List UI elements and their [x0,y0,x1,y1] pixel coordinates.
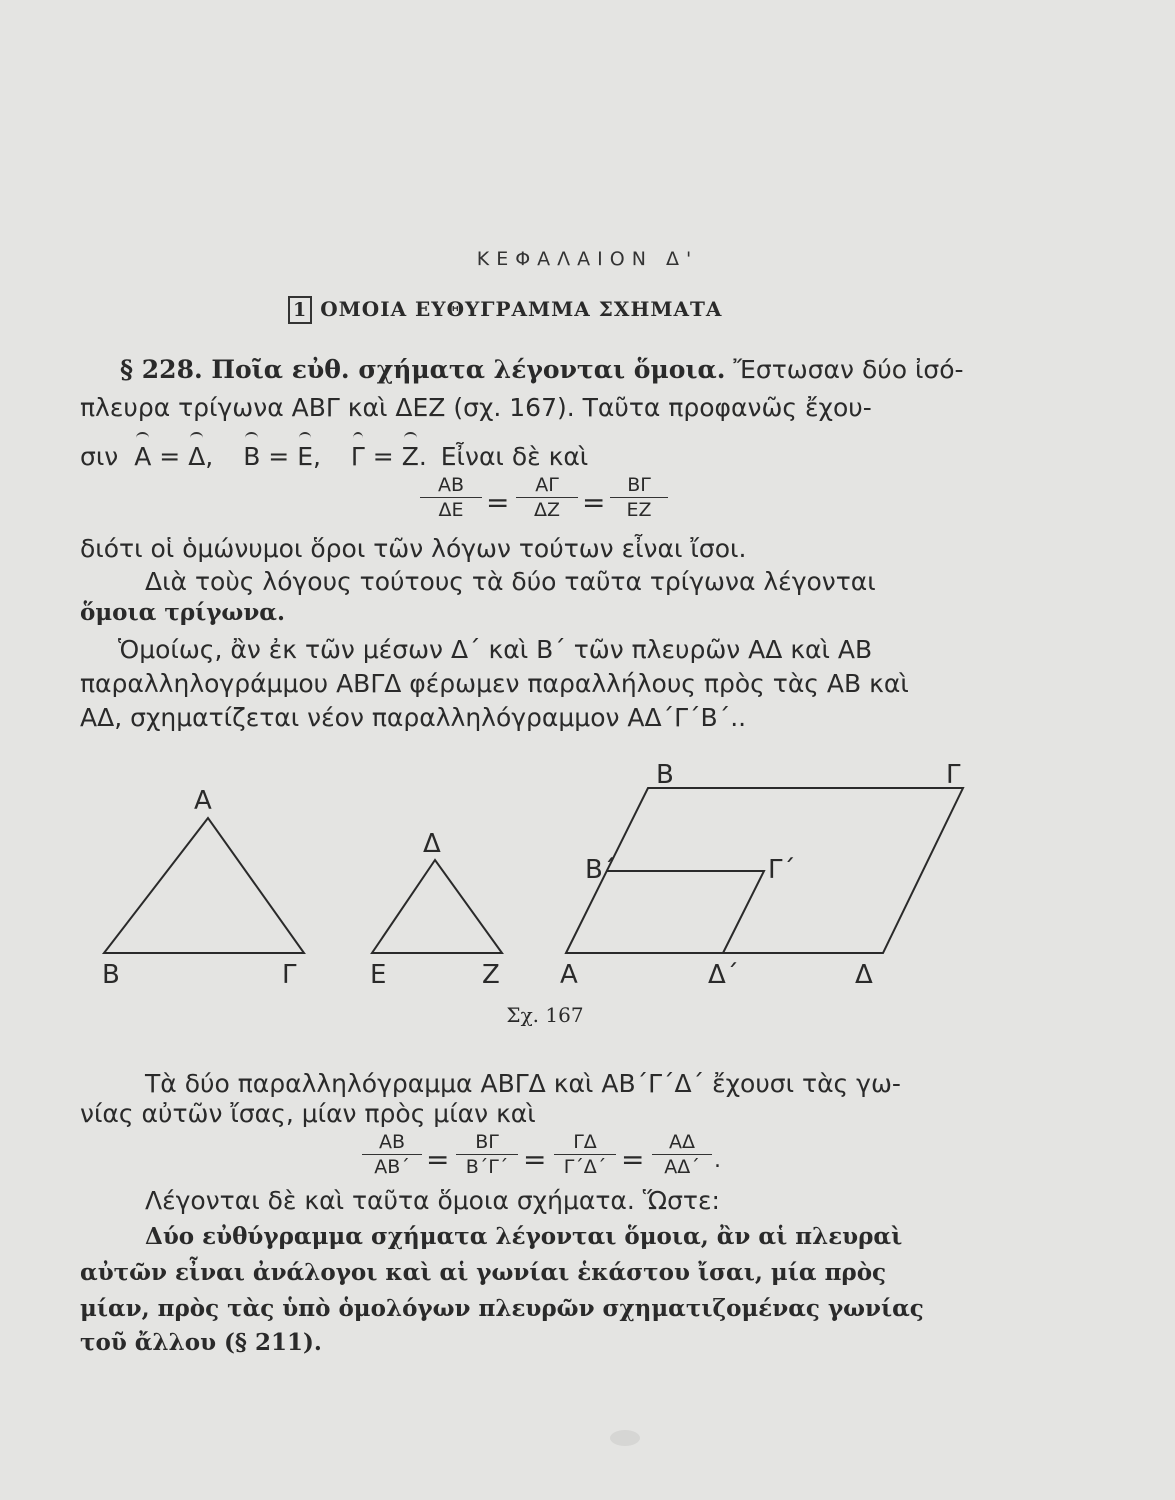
label-para-B: Β [656,760,674,790]
paragraph-1-line-2: πλευρα τρίγωνα ΑΒΓ καὶ ΔΕΖ (σχ. 167). Ταῦτα προφανῶς ἔχου- [80,393,872,422]
label-tri1-G: Γ [282,960,297,990]
line-3-suffix: Εἶναι δὲ καὶ [440,442,589,471]
paragraph-3-line-2: παραλληλογράμμου ΑΒΓΔ φέρωμεν παραλλήλους πρὸς τὰς ΑΒ καὶ [80,669,909,698]
definition-line-2: αὐτῶν εἶναι ἀνάλογοι καὶ αἱ γωνίαι ἑκάστου ἴσαι, μία πρὸς [80,1259,887,1286]
parallelogram-ab-g-d-inner [607,871,764,953]
figure-caption: Σχ. 167 [506,1003,584,1027]
label-tri2-D: Δ [423,829,441,859]
definition-line-4 [80,1326,1090,1360]
label-para-G-prime: Γ΄ [768,855,796,885]
ratio-denominator: ΑΒ΄ [374,1156,410,1178]
ratio-denominator: Γ΄Δ΄ [563,1156,607,1178]
definition-line-4-text: τοῦ ἄλλου (§ 211). [80,1329,322,1356]
label-tri1-A: Α [194,786,212,816]
label-tri2-Z: Ζ [482,960,500,990]
ratio-bg-b-prime-g-prime [456,1130,518,1179]
label-tri2-E: Ε [370,960,387,990]
paragraph-4-line-3: Λέγονται δὲ καὶ ταῦτα ὅμοια σχήματα. Ὥστε: [145,1186,720,1215]
print-smudge [610,1430,640,1446]
ratio-ad-ad-prime [652,1130,712,1179]
paragraph-4-line-2: νίας αὐτῶν ἴσας, μίαν πρὸς μίαν καὶ [80,1099,536,1128]
section-number: 1 [288,296,312,324]
ratio-denominator: ΑΔ΄ [664,1156,700,1178]
angle-symbol: Γ [351,440,365,474]
period: . [714,1148,721,1173]
ratio-denominator: ΔΕ [438,499,464,521]
paragraph-2-line-1: Διὰ τοὺς λόγους τούτους τὰ δύο ταῦτα τρίγωνα λέγονται [145,567,876,596]
equals-sign: = [523,1143,547,1176]
angle-equality-1: Α = Δ, [134,442,213,471]
triangle-abg [104,818,304,953]
ratio-denominator: ΔΖ [533,499,560,521]
label-para-D-prime: Δ΄ [708,960,739,990]
angle-symbol: Ε [297,440,313,474]
label-para-B-prime: Β΄ [585,855,616,885]
ratio-numerator: ΑΓ [516,473,578,498]
ratio-numerator: ΑΒ [362,1130,422,1155]
ratio-numerator: ΒΓ [456,1130,518,1155]
ratio-ab-ab-prime [362,1130,422,1179]
section-title-text: ΟΜΟΙΑ ΕΥΘΥΓΡΑΜΜΑ ΣΧΗΜΑΤΑ [320,297,723,321]
paragraph-2-line-2: ὅμοια τρίγωνα. [80,599,286,626]
equals-sign: = [582,486,606,519]
paragraph-1-line-1-text: Ἔστωσαν δύο ἰσό- [733,355,964,384]
paragraph-heading: § 228. Ποῖα εὐθ. σχήματα λέγονται ὅμοια. [120,355,726,384]
ratio-gd-g-prime-d-prime [554,1130,616,1179]
paragraph-3-line-1: Ὁμοίως, ἂν ἐκ τῶν μέσων Δ΄ καὶ Β΄ τῶν πλευρῶν ΑΔ καὶ ΑΒ [118,635,873,664]
equals-sign: = [621,1143,645,1176]
ratio-numerator: ΑΒ [420,473,482,498]
definition-line-3: μίαν, πρὸς τὰς ὑπὸ ὁμολόγων πλευρῶν σχηματιζομένας γωνίας [80,1295,924,1322]
angle-symbol: Ζ [402,440,419,474]
ratio-numerator: ΓΔ [554,1130,616,1155]
triangle-dez [372,860,502,953]
paragraph-1-line-4: διότι οἱ ὁμώνυμοι ὅροι τῶν λόγων τούτων εἶναι ἴσοι. [80,534,747,563]
paragraph-3-line-3: ΑΔ, σχηματίζεται νέον παραλληλόγραμμον ΑΔ΄Γ΄Β΄.. [80,703,747,732]
equals-sign: = [486,486,510,519]
ratio-numerator: ΒΓ [610,473,668,498]
ratio-denominator: ΕΖ [626,499,652,521]
angle-equality-3: Γ = Ζ. [351,442,427,471]
chapter-heading: ΚΕΦΑΛΑΙΟΝ Δ' [476,248,699,270]
line-3-prefix: σιν [80,442,119,471]
angle-symbol: Α [134,440,151,474]
label-tri1-B: Β [102,960,120,990]
label-para-G: Γ [946,760,961,790]
paragraph-4-line-1: Τὰ δύο παραλληλόγραμμα ΑΒΓΔ καὶ ΑΒ΄Γ΄Δ΄ ἔχουσι τὰς γω- [145,1069,901,1098]
equals-sign: = [426,1143,450,1176]
angle-equality-2: Β = Ε, [243,442,321,471]
angle-symbol: Δ [188,440,205,474]
ratio-denominator: Β΄Γ΄ [465,1156,509,1178]
ratio-numerator: ΑΔ [652,1130,712,1155]
definition-line-1: Δύο εὐθύγραμμα σχήματα λέγονται ὅμοια, ἂν αἱ πλευραὶ [145,1223,903,1250]
angle-symbol: Β [243,440,260,474]
label-para-D: Δ [855,960,873,990]
label-para-A: Α [560,960,578,990]
